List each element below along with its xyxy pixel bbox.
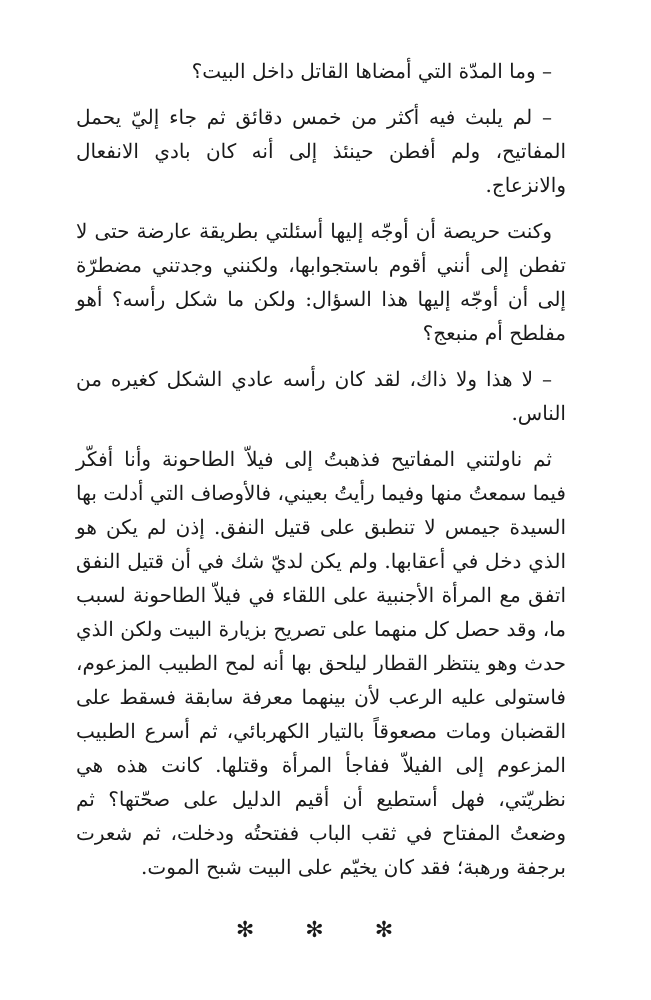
dialogue-question: – وما المدّة التي أمضاها القاتل داخل البيت؟	[191, 59, 552, 83]
book-page-text	[76, 54, 566, 884]
narration-paragraph: وكنت حريصة أن أوجّه إليها أسئلتي بطريقة عارضة حتى لا تفطن إلى أنني أقوم باستجوابها، ولكنني وجدتني مضطرّة إلى أن أوجّه إليها هذا السؤال: ولكن ما شكل رأسه؟ أهو مفلطح أم منبعج؟	[76, 219, 566, 345]
dialogue-answer-head-shape: – لا هذا ولا ذاك، لقد كان رأسه عادي الشكل كغيره من الناس.	[76, 367, 566, 425]
dialogue-answer: – لم يلبث فيه أكثر من خمس دقائق ثم جاء إليّ يحمل المفاتيح، ولم أفطن حينئذ إلى أنه كان بادي الانفعال والانزعاج.	[76, 105, 566, 197]
section-separator: ✻ ✻ ✻	[235, 918, 416, 943]
narration-theory-paragraph: ثم ناولتني المفاتيح فذهبتُ إلى فيلاّ الطاحونة وأنا أفكّر فيما سمعتُ منها وفيما رأيتُ بعيني، فالأوصاف التي أدلت بها السيدة جيمس لا تنطبق على قتيل النفق. إذن لم يكن هو الذي دخل في أعقابها. ولم يكن لديّ شك في أن قتيل النفق اتفق مع المرأة الأجنبية على اللقاء في فيلاّ الطاحونة لسبب ما، وقد حصل كل منهما على تصريح بزيارة البيت ولكن الذي حدث وهو ينتظر القطار ليلحق بها أنه لمح الطبيب المزعوم، فاستولى عليه الرعب لأن بينهما معرفة سابقة فسقط على القضبان ومات مصعوقاً بالتيار الكهربائي، ثم أسرع الطبيب المزعوم إلى الفيلاّ ففاجأ المرأة وقتلها. كانت هذه هي نظريّتي، فهل أستطيع أن أقيم الدليل على صحّتها؟ ثم وضعتُ المفتاح في ثقب الباب ففتحتُه ودخلت، ثم شعرت برجفة ورهبة؛ فقد كان يخيّم على البيت شبح الموت.	[76, 447, 567, 879]
